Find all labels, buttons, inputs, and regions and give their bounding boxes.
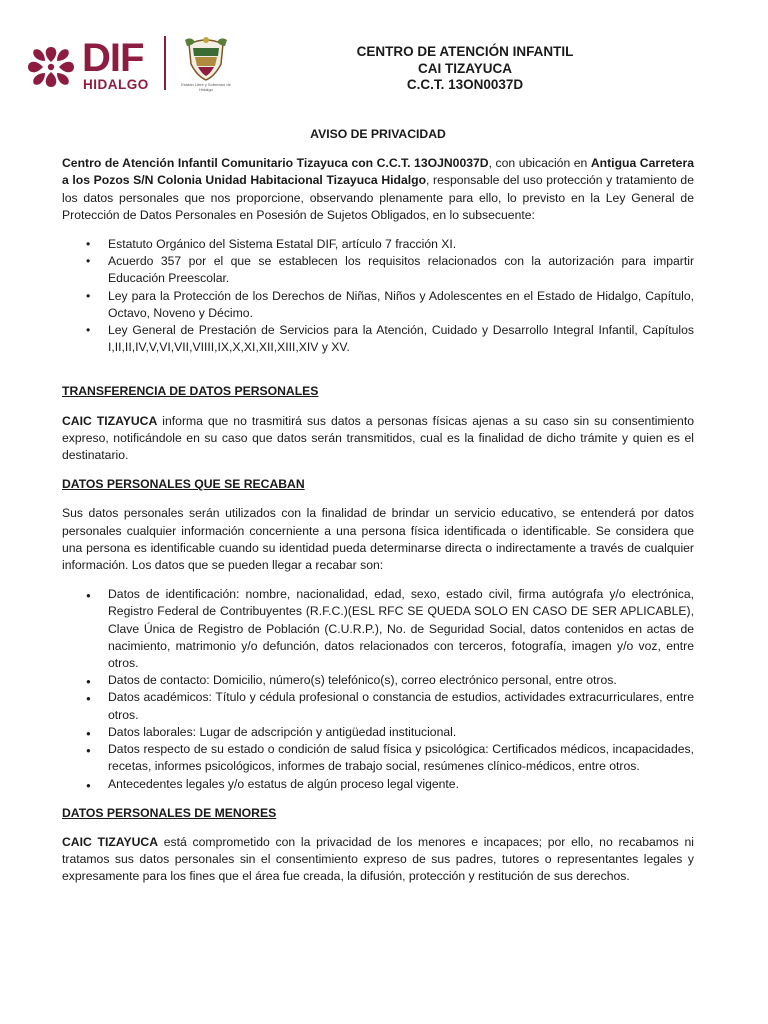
title-line: C.C.T. 13ON0037D: [406, 77, 524, 92]
hidalgo-logo-text: HIDALGO: [83, 77, 149, 92]
hidalgo-coat-of-arms-icon: [183, 34, 229, 82]
intro-text: , responsable del uso protección y tratamiento de los datos personales que nos proporcione, observando plenamente para ello, lo previsto en la Ley General de Protección de Datos Personales en Posesión de Sujetos Obligados, en lo subsecuente:: [62, 173, 694, 222]
document-header: [0, 0, 768, 110]
dif-logo-text: DIF: [82, 36, 144, 80]
caic-bold: CAIC TIZAYUCA: [62, 413, 158, 428]
list-item: ● Datos académicos: Título y cédula profesional o constancia de estudios, actividades extracurriculares, entre otros.: [62, 689, 694, 723]
document-body: [62, 126, 694, 886]
intro-bold-entity: Centro de Atención Infantil Comunitario Tizayuca con C.C.T. 13OJN0037D: [62, 156, 489, 171]
collected-data-list: [62, 586, 694, 792]
list-item: • Estatuto Orgánico del Sistema Estatal DIF, artículo 7 fracción XI.: [62, 236, 694, 253]
document-title: AVISO DE PRIVACIDAD: [310, 127, 446, 141]
intro-text: , con ubicación en: [488, 156, 591, 171]
intro-paragraph: [62, 155, 694, 224]
transfer-text: informa que no trasmitirá sus datos a personas físicas ajenas a su caso sin su consentimiento expreso, notificándole en su caso que datos serán transmitidos, cual es la finalidad de dicho trámite y quien es el destinatario.: [62, 413, 695, 463]
list-item: • Ley General de Prestación de Servicios para la Atención, Cuidado y Desarrollo Integral Infantil, Capítulos I,II,II,IV,V,VI,VII,VIIII,IX,X,XI,XII,XIII,XIV y XV.: [62, 322, 694, 356]
caic-bold: CAIC TIZAYUCA: [62, 834, 159, 849]
legal-basis-list: [62, 236, 694, 356]
list-item: ● Datos de contacto: Domicilio, número(s) telefónico(s), correo electrónico personal, entre otros.: [62, 672, 694, 689]
list-item: ● Datos respecto de su estado o condición de salud física y psicológica: Certificados médicos, incapacidades, recetas, informes psicológicos, informes de trabajo social, resúmenes clínico-médicos, entre otros.: [62, 741, 694, 775]
minors-text: está comprometido con la privacidad de los menores e incapaces; por ello, no recabamos ni tratamos sus datos personales sin el consentimiento expreso de sus padres, tutores o representantes legales y expresamente para los fines que el área fue creada, la difusión, protección y restitución de sus derechos.: [62, 834, 694, 884]
transfer-paragraph: [62, 413, 694, 465]
minors-paragraph: [62, 834, 694, 886]
list-item: ● Antecedentes legales y/o estatus de algún proceso legal vigente.: [62, 776, 694, 793]
title-line: CAI TIZAYUCA: [417, 60, 512, 76]
section-heading-transfer: TRANSFERENCIA DE DATOS PERSONALES: [62, 384, 319, 399]
section-heading-minors: DATOS PERSONALES DE MENORES: [62, 805, 277, 820]
institution-title: [300, 44, 630, 94]
logo-divider: [164, 36, 166, 90]
list-item: • Acuerdo 357 por el que se establecen los requisitos relacionados con la autorización para impartir Educación Preescolar.: [62, 253, 694, 287]
list-item: • Ley para la Protección de los Derechos de Niñas, Niños y Adolescentes en el Estado de Hidalgo, Capítulo, Octavo, Noveno y Décimo.: [62, 288, 694, 322]
collected-paragraph: Sus datos personales serán utilizados con la finalidad de brindar un servicio educativo, se entenderá por datos personales cualquier información concerniente a una persona física identificada o identificable. Se considera que una persona es identificable cuando su identidad pueda determinarse directa o indirectamente a través de cualquier información. Los datos que se pueden llegar a recabar son:: [62, 506, 694, 573]
list-item: ● Datos laborales: Lugar de adscripción y antigüedad institucional.: [62, 724, 694, 741]
title-line: CENTRO DE ATENCIÓN INFANTIL: [356, 44, 574, 59]
section-heading-collected: DATOS PERSONALES QUE SE RECABAN: [62, 477, 305, 492]
list-item: ● Datos de identificación: nombre, nacionalidad, edad, sexo, estado civil, firma autógrafa y/o electrónica, Registro Federal de Contribuyentes (R.F.C.)(ESL RFC SE QUEDA SOLO EN CASO DE SER APLICABLE), Clave Única de Registro de Población (C.U.R.P.), No. de Seguridad Social, datos contenidos en actas de nacimiento, matrimonio y/o defunción, datos relacionados con terceros, fotografía, imagen y/o voz, entre otros.: [62, 586, 694, 672]
intro-bold-address: Antigua Carretera a los Pozos S/N Colonia Unidad Habitacional Tizayuca Hidalgo: [62, 156, 694, 188]
coat-of-arms-caption: Estado Libre y Soberano de Hidalgo: [181, 82, 231, 92]
dif-flower-logo-icon: [26, 44, 76, 90]
